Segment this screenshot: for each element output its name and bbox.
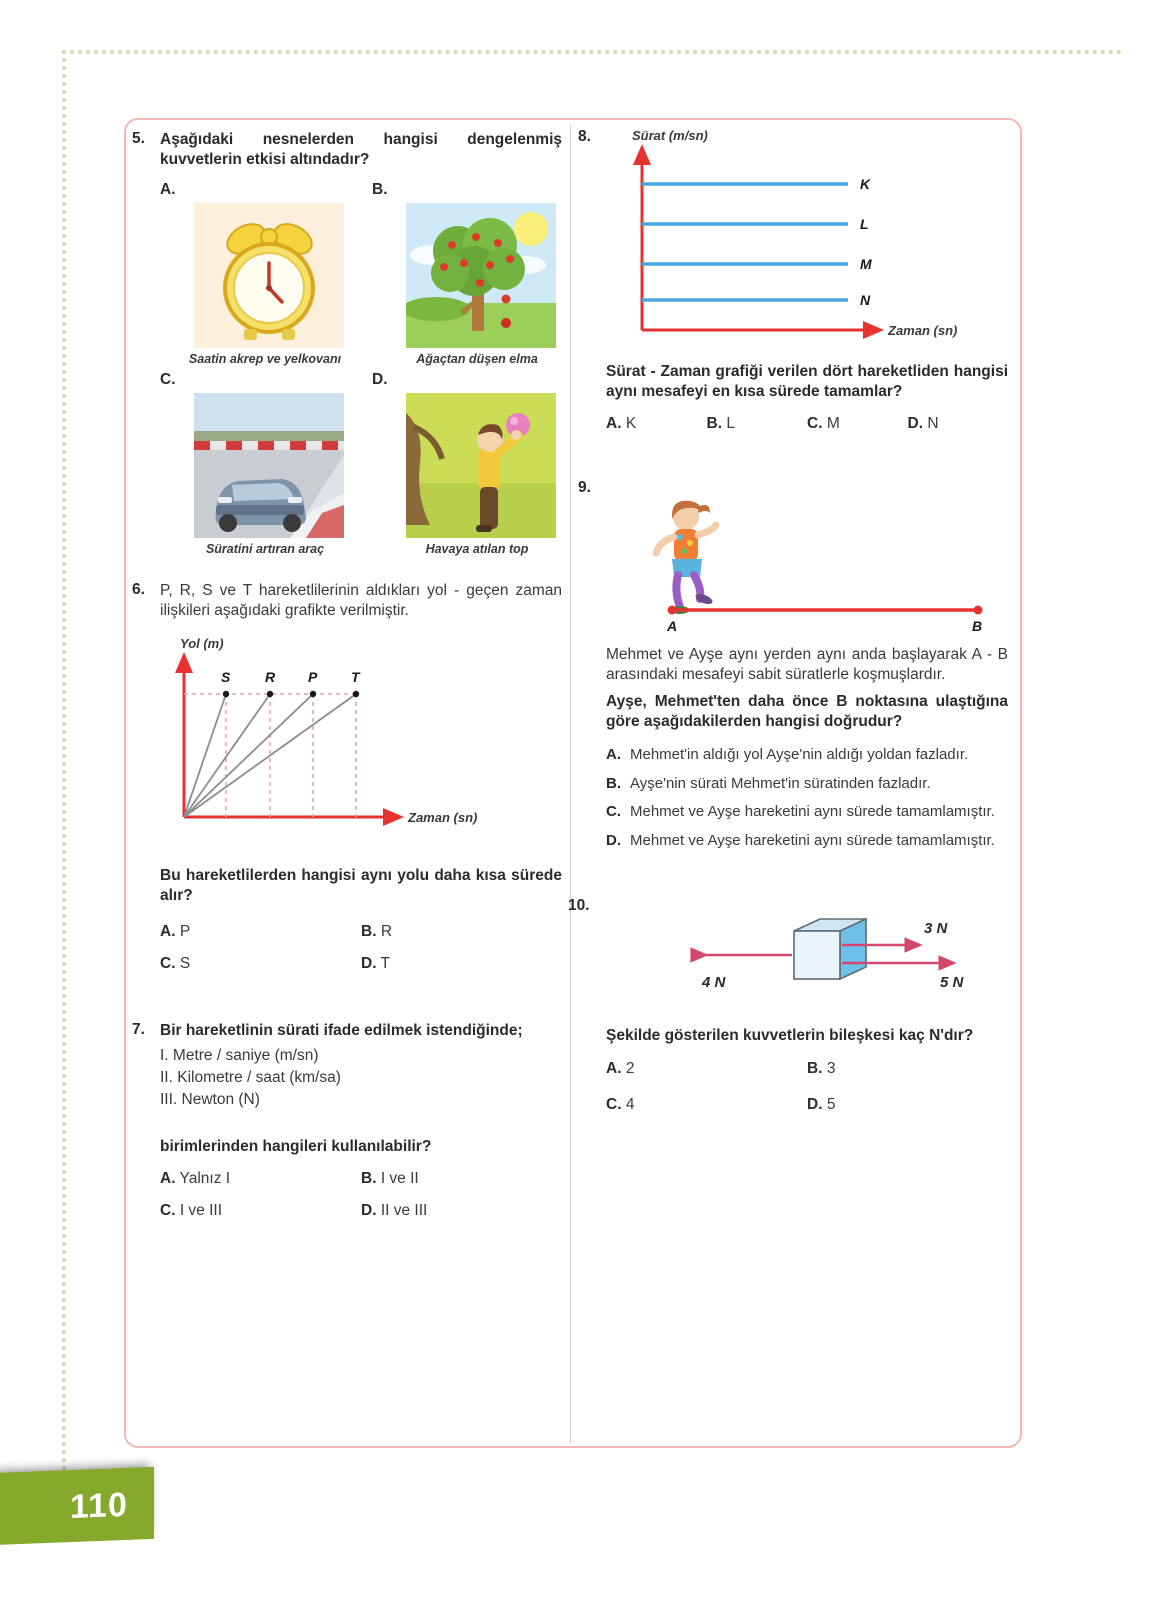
question-7-item-3: III. Newton (N) — [160, 1091, 260, 1109]
svg-text:Yol (m): Yol (m) — [180, 635, 224, 651]
running-girl-figure — [656, 501, 716, 614]
q7-choice-d-text: II ve III — [380, 1201, 428, 1219]
left-question-column — [132, 130, 562, 1234]
svg-text:B: B — [972, 617, 983, 634]
question-7 — [132, 1021, 562, 1220]
svg-text:K: K — [860, 176, 871, 192]
choice-a-label: A. — [160, 180, 176, 198]
q6-choice-b-label: B. — [361, 922, 377, 940]
q7-choice-a-label: A. — [160, 1169, 176, 1187]
q9-choice-c-text: Mehmet ve Ayşe hareketini aynı sürede tamamlamıştır. — [630, 803, 995, 821]
q10-choice-a-text: 2 — [625, 1060, 635, 1078]
svg-text:P: P — [308, 668, 318, 685]
q10-choice-c[interactable] — [606, 1096, 807, 1114]
q6-choice-a-text: P — [179, 922, 191, 940]
q6-choice-a-label: A. — [160, 922, 176, 940]
question-6-choices — [160, 923, 562, 973]
q7-choice-b[interactable] — [361, 1170, 562, 1188]
question-6 — [132, 581, 562, 973]
q7-choice-a[interactable] — [160, 1170, 361, 1188]
right-question-column — [568, 128, 1008, 1128]
question-7-item-1: I. Metre / saniye (m/sn) — [160, 1047, 319, 1065]
question-10-choices — [606, 1060, 1008, 1114]
q9-choice-c[interactable] — [606, 802, 1008, 822]
question-6-prompt: Bu hareketlilerden hangisi aynı yolu daha kısa sürede alır? — [160, 866, 562, 905]
question-9-choices — [606, 745, 1008, 851]
question-8-number: 8. — [578, 128, 591, 145]
q8-choice-b-label: B. — [706, 414, 722, 432]
choice-d-label: D. — [372, 370, 388, 388]
q10-choice-a-label: A. — [606, 1060, 622, 1078]
choice-c-caption: Süratini artıran araç — [205, 541, 325, 556]
cube-shape — [794, 919, 866, 979]
q7-choice-c[interactable] — [160, 1202, 361, 1220]
q8-choice-d-label: D. — [907, 414, 923, 432]
q6-choice-a[interactable] — [160, 923, 361, 941]
q8-choice-a-label: A. — [606, 414, 622, 432]
q7-choice-b-text: I ve II — [380, 1169, 419, 1187]
apple-tree-image — [406, 203, 556, 348]
question-5-number: 5. — [132, 130, 145, 147]
q10-choice-a[interactable] — [606, 1060, 807, 1078]
question-5-choice-b[interactable] — [372, 181, 568, 367]
q6-choice-d[interactable] — [361, 955, 562, 973]
question-8 — [578, 128, 1008, 433]
q10-choice-b[interactable] — [807, 1060, 1008, 1078]
q9-choice-a-text: Mehmet'in aldığı yol Ayşe'nin aldığı yoldan fazladır. — [630, 745, 969, 763]
q7-choice-d[interactable] — [361, 1202, 562, 1220]
force-label-4n: 4 N — [702, 973, 726, 991]
car-on-road-image — [194, 393, 344, 538]
question-5-choice-c[interactable] — [160, 371, 356, 557]
choice-d-caption: Havaya atılan top — [425, 541, 529, 556]
question-5-text: Aşağıdaki nesnelerden hangisi dengelenmiş kuvvetlerin etkisi altındadır? — [160, 131, 562, 169]
q9-choice-a[interactable] — [606, 745, 1008, 765]
question-10 — [568, 896, 1008, 1114]
q9-choice-c-label: C. — [606, 803, 621, 821]
q8-choice-c-text: M — [826, 414, 840, 432]
q9-choice-d[interactable] — [606, 831, 1008, 851]
q10-choice-d[interactable] — [807, 1096, 1008, 1114]
force-label-5n: 5 N — [940, 973, 964, 991]
q7-choice-b-label: B. — [361, 1169, 377, 1187]
q8-choice-a-text: K — [625, 414, 637, 432]
question-9-number: 9. — [578, 478, 591, 496]
q9-choice-a-label: A. — [606, 745, 621, 763]
svg-text:Zaman (sn): Zaman (sn) — [408, 809, 478, 825]
alarm-clock-image — [194, 203, 344, 348]
q6-choice-c-text: S — [179, 954, 191, 972]
svg-text:N: N — [860, 292, 871, 308]
svg-text:Zaman (sn): Zaman (sn) — [888, 323, 958, 338]
question-6-text: P, R, S ve T hareketlilerinin aldıkları yol - geçen zaman ilişkileri aşağıdaki grafikte verilmiştir. — [160, 581, 562, 620]
q8-choice-d[interactable] — [908, 415, 1009, 433]
choice-b-label: B. — [372, 180, 388, 198]
question-10-prompt: Şekilde gösterilen kuvvetlerin bileşkesi kaç N'dır? — [606, 1026, 974, 1044]
q6-choice-c-label: C. — [160, 954, 176, 972]
svg-text:M: M — [860, 256, 872, 272]
question-5-choice-grid — [160, 181, 562, 557]
question-10-number: 10. — [568, 896, 590, 914]
question-7-item-2: II. Kilometre / saat (km/sa) — [160, 1069, 341, 1087]
svg-text:Sürat (m/sn): Sürat (m/sn) — [632, 128, 708, 143]
question-9-text: Mehmet ve Ayşe aynı yerden aynı anda başlayarak A - B arasındaki mesafeyi sabit süratlerle koşmuşlardır. — [606, 645, 1008, 684]
question-8-graph — [606, 128, 1008, 358]
q10-choice-c-label: C. — [606, 1096, 622, 1114]
choice-a-caption: Saatin akrep ve yelkovanı — [188, 351, 342, 366]
q7-choice-a-text: Yalnız I — [179, 1169, 231, 1187]
q8-choice-b[interactable] — [707, 415, 808, 433]
question-9 — [578, 479, 1008, 851]
question-6-graph — [160, 632, 562, 852]
q6-choice-d-text: T — [380, 954, 390, 972]
q9-choice-d-label: D. — [606, 832, 621, 850]
question-7-choices — [160, 1170, 562, 1220]
q6-choice-d-label: D. — [361, 954, 377, 972]
q6-choice-c[interactable] — [160, 955, 361, 973]
question-9-diagram — [606, 479, 1008, 639]
choice-c-label: C. — [160, 370, 176, 388]
question-7-number: 7. — [132, 1020, 145, 1038]
q7-choice-c-label: C. — [160, 1201, 176, 1219]
question-9-prompt: Ayşe, Mehmet'ten daha önce B noktasına ulaştığına göre aşağıdakilerden hangisi doğrudur? — [606, 692, 1008, 731]
q6-choice-b-text: R — [380, 922, 393, 940]
q8-choice-b-text: L — [726, 414, 735, 432]
q8-choice-a[interactable] — [606, 415, 707, 433]
question-8-prompt: Sürat - Zaman grafiği verilen dört hareketliden hangisi aynı mesafeyi en kısa sürede tamamlar? — [606, 363, 1008, 401]
q10-choice-c-text: 4 — [625, 1096, 635, 1114]
svg-text:S: S — [221, 668, 231, 685]
q10-choice-d-text: 5 — [826, 1096, 836, 1114]
q9-choice-b[interactable] — [606, 774, 1008, 794]
svg-text:T: T — [351, 668, 360, 685]
q7-choice-d-label: D. — [361, 1201, 377, 1219]
q8-choice-d-text: N — [927, 414, 939, 432]
svg-text:A: A — [667, 617, 678, 634]
q8-choice-c[interactable] — [807, 415, 908, 433]
question-5-choice-d[interactable] — [372, 371, 568, 557]
q9-choice-b-label: B. — [606, 774, 621, 792]
q10-choice-d-label: D. — [807, 1096, 823, 1114]
svg-text:R: R — [265, 668, 276, 685]
q8-choice-c-label: C. — [807, 414, 823, 432]
question-6-number: 6. — [132, 580, 145, 598]
q7-choice-c-text: I ve III — [179, 1201, 223, 1219]
question-7-intro: Bir hareketlinin sürati ifade edilmek istendiğinde; — [160, 1021, 523, 1039]
force-label-3n: 3 N — [924, 919, 948, 937]
boy-throwing-ball-image — [406, 393, 556, 538]
question-5-choice-a[interactable] — [160, 181, 356, 367]
question-8-choices — [606, 415, 1008, 433]
page-number: 110 — [70, 1485, 128, 1527]
q10-choice-b-text: 3 — [826, 1060, 836, 1078]
q9-choice-d-text: Mehmet ve Ayşe hareketini aynı sürede tamamlamıştır. — [630, 832, 995, 850]
question-5 — [132, 130, 562, 557]
question-7-prompt: birimlerinden hangileri kullanılabilir? — [160, 1138, 432, 1156]
choice-b-caption: Ağaçtan düşen elma — [416, 351, 538, 366]
q6-choice-b[interactable] — [361, 923, 562, 941]
question-10-diagram — [606, 897, 1008, 1012]
column-divider — [570, 125, 571, 1443]
q9-choice-b-text: Ayşe'nin sürati Mehmet'in süratinden fazladır. — [630, 774, 931, 792]
svg-text:L: L — [860, 216, 869, 232]
q10-choice-b-label: B. — [807, 1060, 823, 1078]
